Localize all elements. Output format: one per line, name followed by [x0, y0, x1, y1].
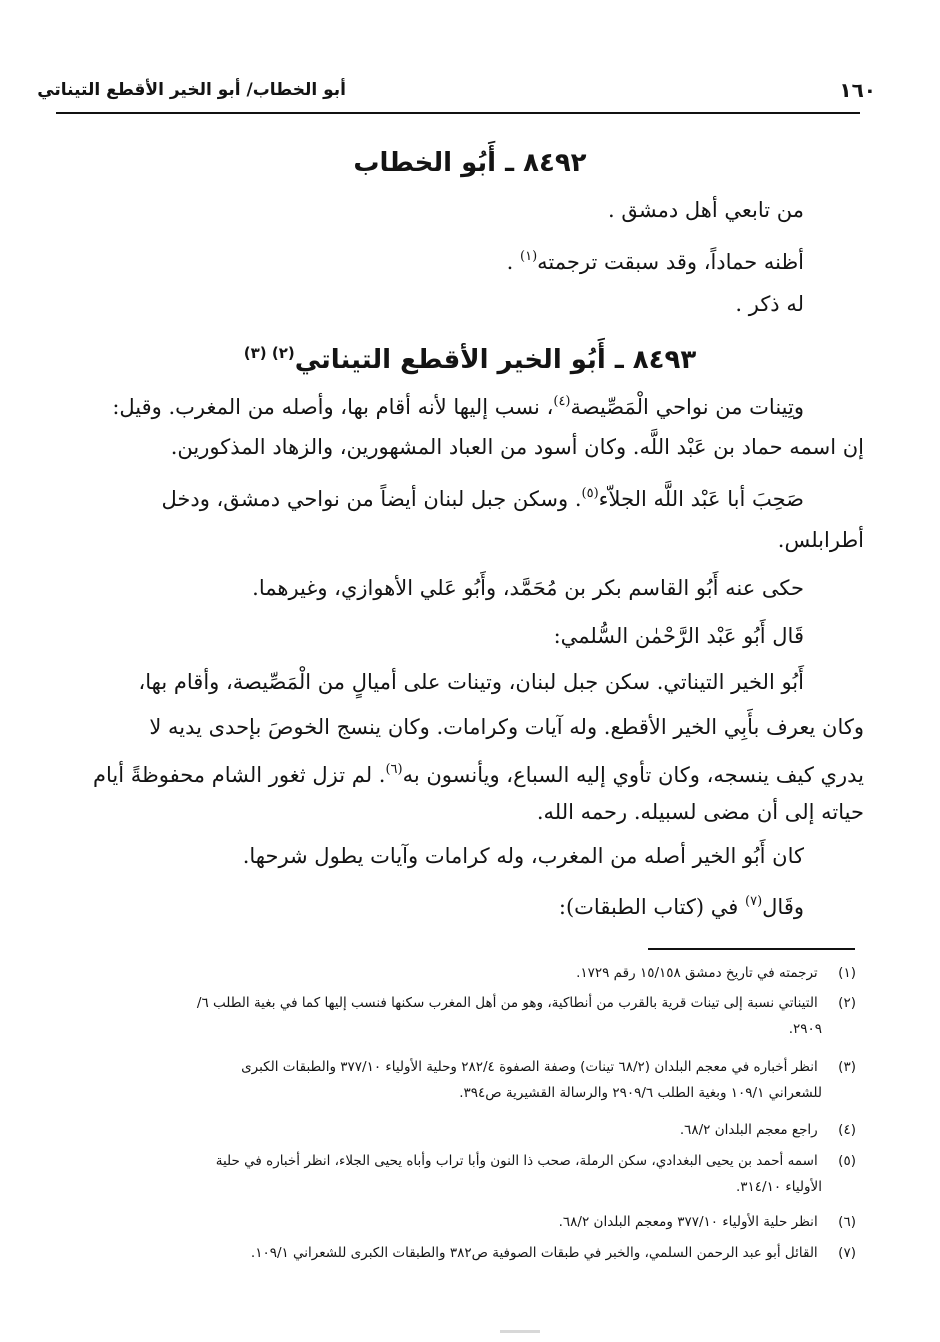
footnote-number: (٢): [838, 995, 856, 1011]
footnote-2: [56, 990, 856, 1016]
header-rule: [56, 112, 860, 114]
footnote-text: اسمه أحمد بن يحيى البغدادي، سكن الرملة، صحب ذا النون وأبا تراب وأباه يحيى الجلاء، انظر أخباره في حلية: [215, 1153, 818, 1169]
footnote-text: انظر حلية الأولياء ٣٧٧/١٠ ومعجم البلدان ٦٨/٢.: [558, 1214, 818, 1230]
entry-8493-line-10: حياته إلى أن مضى لسبيله. رحمه الله.: [536, 800, 864, 824]
footnote-ref-1[interactable]: (١): [520, 249, 538, 264]
running-title: أبو الخطاب/ أبو الخير الأقطع التيناتي: [37, 80, 346, 100]
entry-8493-line-8: وكان يعرف بأَبِي الخير الأقطع. وله آيات وكرامات. وكان ينسج الخوصَ بإحدى يديه لا: [149, 715, 864, 739]
entry-heading-8492: [140, 140, 800, 186]
footnote-ref-6[interactable]: (٦): [385, 762, 403, 777]
footnote-text: القائل أبو عبد الرحمن السلمي، والخبر في طبقات الصوفية ص٣٨٢ والطبقات الكبرى للشعراني ١٠٩/١.: [250, 1245, 818, 1261]
line-text: . وسكن جبل لبنان أيضاً من نواحي دمشق، ودخل: [161, 487, 582, 511]
footnote-number: (٤): [838, 1122, 856, 1138]
footnote-1: [56, 960, 856, 986]
entry-heading-text: ٨٤٩٢ ـ أَبُو الخطاب: [353, 148, 587, 178]
footnote-7: [56, 1240, 856, 1266]
entry-8493-line-5: حكى عنه أَبُو القاسم بكر بن مُحَمَّد، وأَبُو عَلي الأهوازي، وغيرهما.: [252, 576, 804, 600]
line-text: صَحِبَ أبا عَبْد اللَّه الجلاّء: [598, 487, 804, 511]
footnote-text: التيناتي نسبة إلى تينات قرية بالقرب من أنطاكية، وهو من أهل المغرب سكنها فنسب إليها كما في بغية الطلب ٦/: [196, 995, 818, 1011]
footnote-refs-2-3[interactable]: (٢) (٣): [243, 344, 295, 362]
line-text: وتِينات من نواحي الْمَصِّيصة: [570, 395, 804, 419]
footnote-ref-4[interactable]: (٤): [553, 394, 571, 409]
footnote-2-cont: ٢٩٠٩.: [788, 1021, 822, 1037]
entry-heading-text: ٨٤٩٣ ـ أَبُو الخير الأقطع التيناتي: [294, 345, 697, 375]
line-text: . لم تزل ثغور الشام محفوظةً أيام: [93, 763, 386, 787]
entry-8492-line-2: [400, 235, 804, 279]
footnote-3-cont: للشعراني ١٠٩/١ وبغية الطلب ٢٩٠٩/٦ والرسالة القشيرية ص٣٩٤.: [459, 1085, 822, 1101]
footnote-text: ترجمته في تاريخ دمشق ١٥/١٥٨ رقم ١٧٢٩.: [576, 965, 818, 981]
entry-8493-line-4: أطرابلس.: [777, 528, 864, 552]
line-text: في (كتاب الطبقات):: [558, 895, 746, 919]
line-text: وقَال: [762, 895, 804, 919]
footnote-5-cont: الأولياء ٣١٤/١٠.: [735, 1179, 822, 1195]
entry-8493-line-7: أَبُو الخير التيناتي. سكن جبل لبنان، وتينات على أميالٍ من الْمَصِّيصة، وأقام بها،: [138, 670, 804, 694]
entry-8493-line-12: [400, 880, 804, 924]
entry-8493-line-11: كان أَبُو الخير أصله من المغرب، وله كرامات وآيات يطول شرحها.: [242, 844, 804, 868]
footnote-number: (٣): [838, 1059, 856, 1075]
entry-heading-8493: [140, 330, 800, 376]
footnote-number: (١): [838, 965, 856, 981]
entry-8493-line-6: قَال أَبُو عَبْد الرَّحْمٰن السُّلمي:: [553, 624, 804, 648]
footnote-3: [56, 1054, 856, 1080]
footnote-5: [56, 1148, 856, 1174]
footnote-number: (٧): [838, 1245, 856, 1261]
entry-8492-line-3: له ذكر .: [735, 292, 804, 316]
line-text: أظنه حماداً، وقد سبقت ترجمته: [537, 250, 804, 274]
entry-8493-line-9: [64, 748, 864, 792]
footnote-rule: [648, 948, 855, 950]
entry-8493-line-3: [64, 472, 804, 516]
line-text: يدري كيف ينسجه، وكان تأوي إليه السباع، ويأنسون به: [402, 763, 864, 787]
footnote-ref-7[interactable]: (٧): [745, 894, 763, 909]
footnote-text: راجع معجم البلدان ٦٨/٢.: [679, 1122, 818, 1138]
page-number: ١٦٠: [839, 78, 876, 102]
footnote-number: (٥): [838, 1153, 856, 1169]
entry-8492-line-1: من تابعي أهل دمشق .: [608, 198, 804, 222]
footnote-ref-5[interactable]: (٥): [581, 486, 599, 501]
footnote-4: [56, 1117, 856, 1143]
scan-smudge: [500, 1330, 540, 1333]
line-text: ، نسب إليها لأنه أقام بها، وأصله من المغرب. وقيل:: [112, 395, 554, 419]
footnote-6: [56, 1209, 856, 1235]
footnote-number: (٦): [838, 1214, 856, 1230]
line-text: .: [506, 250, 520, 274]
entry-8493-line-2: إن اسمه حماد بن عَبْد اللَّه. وكان أسود من العباد المشهورين، والزهاد المذكورين.: [170, 435, 864, 459]
footnote-text: انظر أخباره في معجم البلدان (٦٨/٢ تينات) وصفة الصفوة ٢٨٢/٤ وحلية الأولياء ٣٧٧/١٠ والطبقات الكبرى: [241, 1059, 818, 1075]
entry-8493-line-1: [90, 380, 804, 424]
